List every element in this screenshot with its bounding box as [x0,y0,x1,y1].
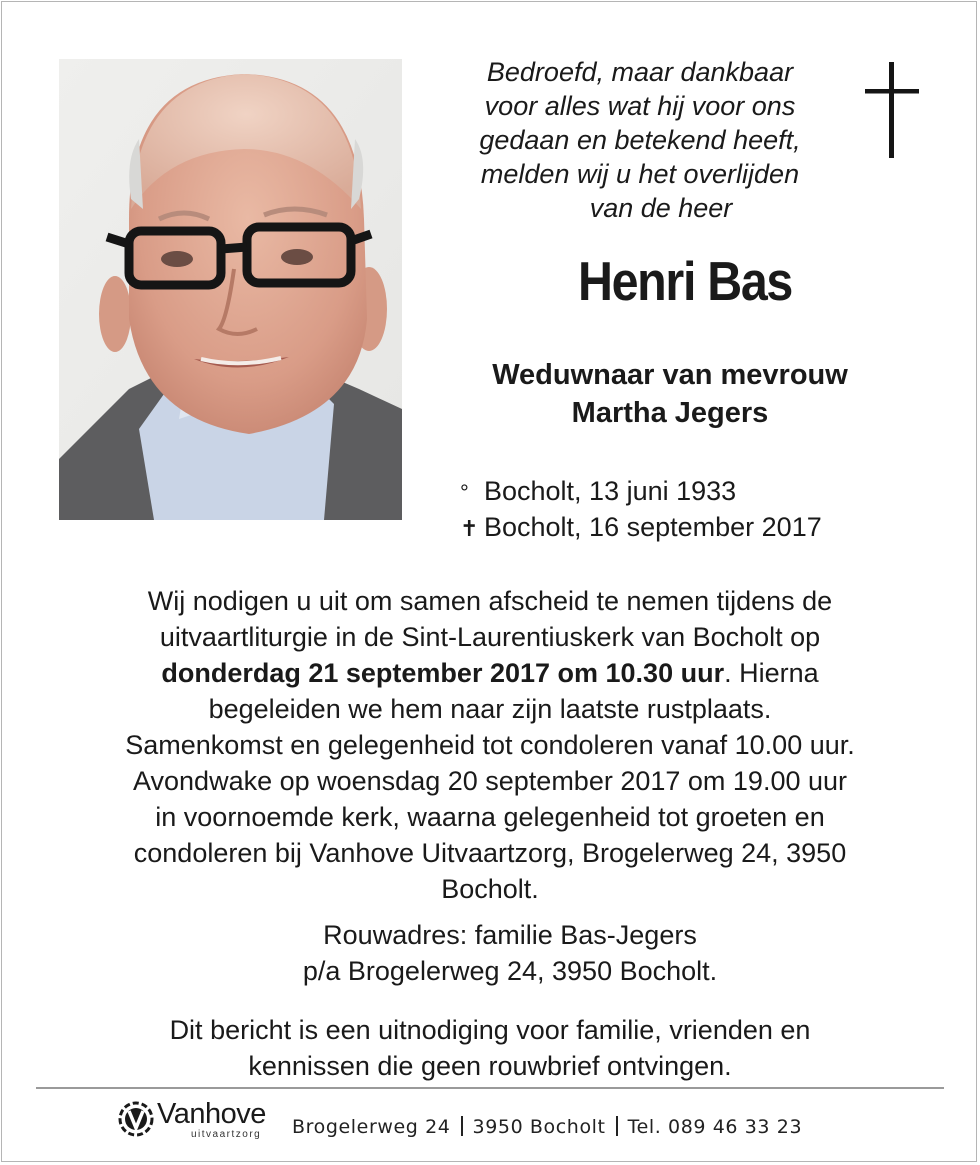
invitation-text [40,583,940,907]
invitation-line: uitvaartliturgie in de Sint-Laurentiuskerk van Bocholt op [159,622,821,652]
notice-line: Dit bericht is een uitnodiging voor familie, vrienden en [169,1015,811,1045]
footer [115,1098,935,1140]
logo-name: Vanhove [157,1098,266,1130]
address-line: p/a Brogelerweg 24, 3950 Bocholt. [302,956,718,986]
invitation-line: begeleiden we hem naar zijn laatste rustplaats. [208,694,772,724]
logo-subtitle: uitvaartzorg [191,1129,262,1140]
footer-phone: Tel. 089 46 33 23 [627,1116,803,1138]
death-row [460,510,822,546]
separator [461,1116,463,1136]
birth-text: Bocholt, 13 juni 1933 [484,476,737,506]
invitation-line: in voornoemde kerk, waarna gelegenheid tot groeten en [155,802,825,832]
invitation-line-rest: . Hierna [724,658,819,688]
cross-icon [862,62,922,165]
portrait-photo [59,59,402,520]
intro-text [420,55,860,225]
widow-of [420,356,920,432]
intro-line: melden wij u het overlijden [480,159,800,189]
intro-line: gedaan en betekend heeft, [479,125,801,155]
address-line: Rouwadres: familie Bas-Jegers [323,920,697,950]
funeral-date: donderdag 21 september 2017 om 10.30 uur [161,658,725,688]
invitation-line: Wij nodigen u uit om samen afscheid te nemen tijdens de [147,586,833,616]
widow-line: Martha Jegers [571,397,769,429]
deceased-name: Henri Bas [577,250,793,312]
notice-text [40,1012,940,1084]
intro-line: Bedroefd, maar dankbaar [486,57,794,87]
life-dates [460,474,822,546]
death-cross-icon: ✝ [460,516,479,541]
invitation-line: Bocholt. [441,874,539,904]
death-text: Bocholt, 16 september 2017 [484,512,822,542]
footer-street: Brogelerweg 24 [292,1116,451,1138]
footer-divider [36,1087,944,1089]
notice-line: kennissen die geen rouwbrief ontvingen. [248,1051,732,1081]
birth-symbol: ° [460,480,469,505]
separator [616,1116,618,1136]
invitation-line [40,655,940,691]
contact-info [292,1116,802,1138]
intro-line: voor alles wat hij voor ons [484,91,796,121]
mourning-address [40,917,980,989]
invitation-line: condoleren bij Vanhove Uitvaartzorg, Brogelerweg 24, 3950 [133,838,847,868]
vanhove-logo-icon [115,1098,157,1145]
footer-city: 3950 Bocholt [472,1116,606,1138]
birth-row [460,474,822,510]
intro-line: van de heer [589,193,733,223]
invitation-line: Avondwake op woensdag 20 september 2017 om 19.00 uur [133,766,847,796]
vanhove-logo [115,1098,280,1140]
widow-line: Weduwnaar van mevrouw [492,359,848,391]
invitation-line: Samenkomst en gelegenheid tot condoleren vanaf 10.00 uur. [125,730,855,760]
